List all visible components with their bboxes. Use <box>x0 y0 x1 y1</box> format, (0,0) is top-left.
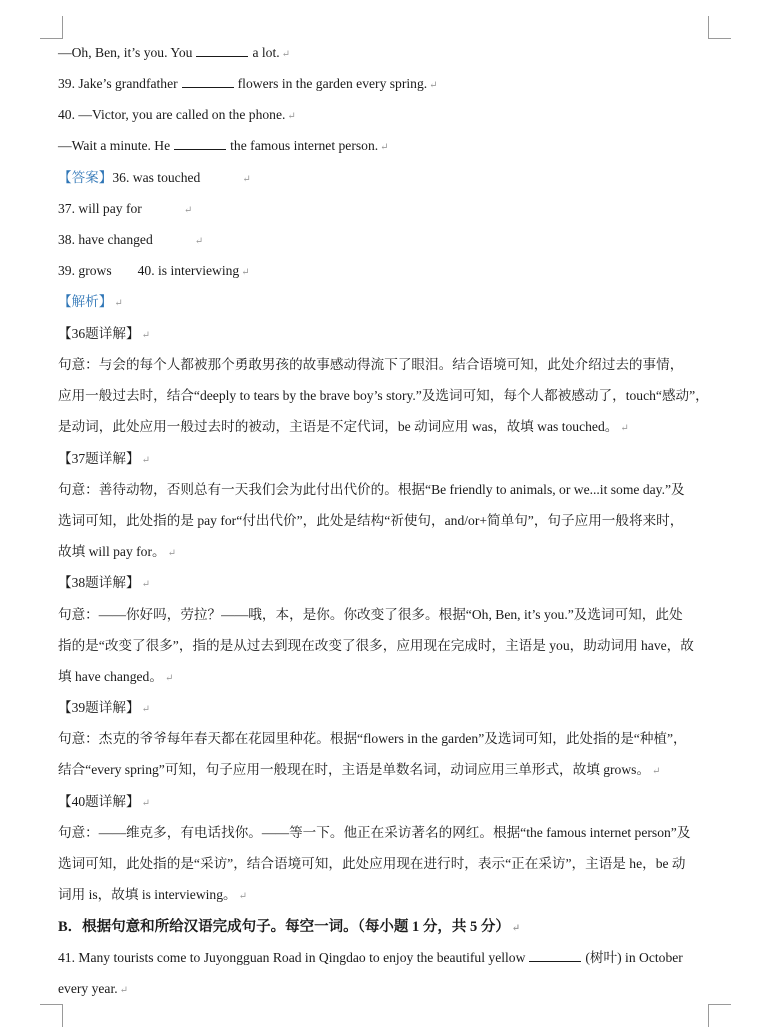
text: 故填 will pay for。 <box>58 544 166 559</box>
paragraph-mark: ↵ <box>141 455 150 466</box>
text: 【38题详解】 <box>58 575 140 590</box>
question-39 <box>58 74 718 96</box>
text: flowers in the garden every spring. <box>237 76 428 91</box>
paragraph-mark: ↵ <box>241 267 250 278</box>
text: every year. <box>58 981 118 996</box>
paragraph-mark: ↵ <box>242 174 251 185</box>
paragraph-mark: ↵ <box>620 423 629 434</box>
text: 应用一般过去时，结合“deeply to tears by the brave boy’s story.”及选词可知，每个人都被感动了，touch“感动”， <box>58 388 709 403</box>
paragraph-mark: ↵ <box>194 236 204 247</box>
detail-36-line1 <box>58 355 718 375</box>
section-b-heading <box>58 917 718 939</box>
paragraph-mark: ↵ <box>429 80 438 91</box>
text: —Oh, Ben, it’s you. You <box>58 45 193 60</box>
detail-38-line3 <box>58 667 718 689</box>
paragraph-mark: ↵ <box>141 579 150 590</box>
detail-header-38 <box>58 573 718 595</box>
paragraph-mark: ↵ <box>238 891 247 902</box>
text: 【40题详解】 <box>58 794 140 809</box>
paragraph-mark: ↵ <box>167 548 176 559</box>
paragraph-mark: ↵ <box>141 798 150 809</box>
detail-37-line2 <box>58 511 718 531</box>
text: 【39题详解】 <box>58 700 140 715</box>
text: 40. —Victor, you are called on the phone. <box>58 107 286 122</box>
text: the famous internet person. <box>230 138 379 153</box>
answer-blank <box>174 137 226 150</box>
text: 句意：——你好吗，劳拉？——哦，本，是你。你改变了很多。根据“Oh, Ben, it’s you.”及选词可知，此处 <box>58 607 683 622</box>
text: 句意：——维克多，有电话找你。——等一下。他正在采访著名的网红。根据“the famous internet person”及 <box>58 825 691 840</box>
text: a lot. <box>252 45 280 60</box>
detail-header-39 <box>58 698 718 720</box>
text: —Wait a minute. He <box>58 138 171 153</box>
question-41 <box>58 948 718 968</box>
text: 39. Jake’s grandfather <box>58 76 178 91</box>
answer-blank <box>529 949 581 962</box>
paragraph-mark: ↵ <box>183 205 193 216</box>
text: 句意：杰克的爷爷每年春天都在花园里种花。根据“flowers in the garden”及选词可知，此处指的是“种植”， <box>58 731 687 746</box>
paragraph-mark: ↵ <box>511 923 521 934</box>
corner-mark-bottom-left <box>40 1004 63 1027</box>
text: 【37题详解】 <box>58 451 140 466</box>
answer-line-36 <box>58 168 718 190</box>
paragraph-mark: ↵ <box>114 298 123 309</box>
question-41-line2 <box>58 979 718 1001</box>
text: B．根据句意和所给汉语完成句子。每空一词。（每小题 1 分，共 5 分） <box>58 919 510 935</box>
paragraph-mark: ↵ <box>652 766 661 777</box>
answer-line-39-40 <box>58 261 718 283</box>
text: 指的是“改变了很多”，指的是从过去到现在改变了很多，应用现在完成时，主语是 you，助动词用 have，故 <box>58 638 694 653</box>
paragraph-mark: ↵ <box>141 704 150 715</box>
text: 36. was touched <box>112 170 201 185</box>
paragraph-mark: ↵ <box>119 985 129 996</box>
text: 41. Many tourists come to Juyongguan Road in Qingdao to enjoy the beautiful yellow <box>58 950 526 965</box>
answer-blank <box>182 75 234 88</box>
text: 选词可知，此处指的是“采访”，结合语境可知，此处应用现在进行时，表示“正在采访”，主语是 he，be 动 <box>58 856 686 871</box>
corner-mark-bottom-right <box>708 1004 731 1027</box>
detail-40-line3 <box>58 885 718 907</box>
detail-37-line1 <box>58 480 718 500</box>
detail-header-36 <box>58 324 718 346</box>
text: 填 have changed。 <box>58 669 163 684</box>
answer-line-38 <box>58 230 718 252</box>
detail-37-line3 <box>58 542 718 564</box>
text: 是动词，此处应用一般过去时的被动，主语是不定代词，be 动词应用 was，故填 was touched。 <box>58 419 619 434</box>
answer-line-37 <box>58 199 718 221</box>
answer-tag: 【答案】 <box>58 170 113 185</box>
detail-38-line1 <box>58 605 718 625</box>
paragraph-mark: ↵ <box>141 330 150 341</box>
text: 句意：与会的每个人都被那个勇敢男孩的故事感动得流下了眼泪。结合语境可知，此处介绍过去的事情， <box>58 357 684 372</box>
analysis-tag-line <box>58 292 718 314</box>
detail-39-line1 <box>58 729 718 749</box>
detail-39-line2 <box>58 760 718 782</box>
text: 结合“every spring”可知，句子应用一般现在时，主语是单数名词，动词应用三单形式，故填 grows。 <box>58 762 651 777</box>
answer-blank <box>196 44 248 57</box>
text: 40. is interviewing <box>137 263 240 278</box>
detail-40-line1 <box>58 823 718 843</box>
text: 【36题详解】 <box>58 326 140 341</box>
detail-36-line3 <box>58 417 718 439</box>
paragraph-mark: ↵ <box>281 49 291 60</box>
analysis-tag: 【解析】 <box>58 294 113 309</box>
text: 句意：善待动物，否则总有一天我们会为此付出代价的。根据“Be friendly to animals, or we...it some day.”及 <box>58 482 685 497</box>
text: 词用 is，故填 is interviewing。 <box>58 887 237 902</box>
paragraph-mark: ↵ <box>164 673 174 684</box>
question-40 <box>58 105 718 127</box>
corner-mark-top-right <box>708 16 731 39</box>
detail-38-line2 <box>58 636 718 656</box>
text: 37. will pay for <box>58 201 142 216</box>
detail-36-line2 <box>58 386 718 406</box>
question-40-line2 <box>58 136 718 158</box>
text: 38. have changed <box>58 232 153 247</box>
detail-40-line2 <box>58 854 718 874</box>
text: (树叶) in October <box>585 950 683 965</box>
text: 39. grows <box>58 263 112 278</box>
corner-mark-top-left <box>40 16 63 39</box>
paragraph-mark: ↵ <box>287 111 296 122</box>
detail-header-40 <box>58 792 718 814</box>
question-38-line2 <box>58 43 718 65</box>
text: 选词可知，此处指的是 pay for“付出代价”，此处是结构“祈使句，and/or+简单句”，句子应用一般将来时， <box>58 513 684 528</box>
paragraph-mark: ↵ <box>380 142 389 153</box>
detail-header-37 <box>58 449 718 471</box>
